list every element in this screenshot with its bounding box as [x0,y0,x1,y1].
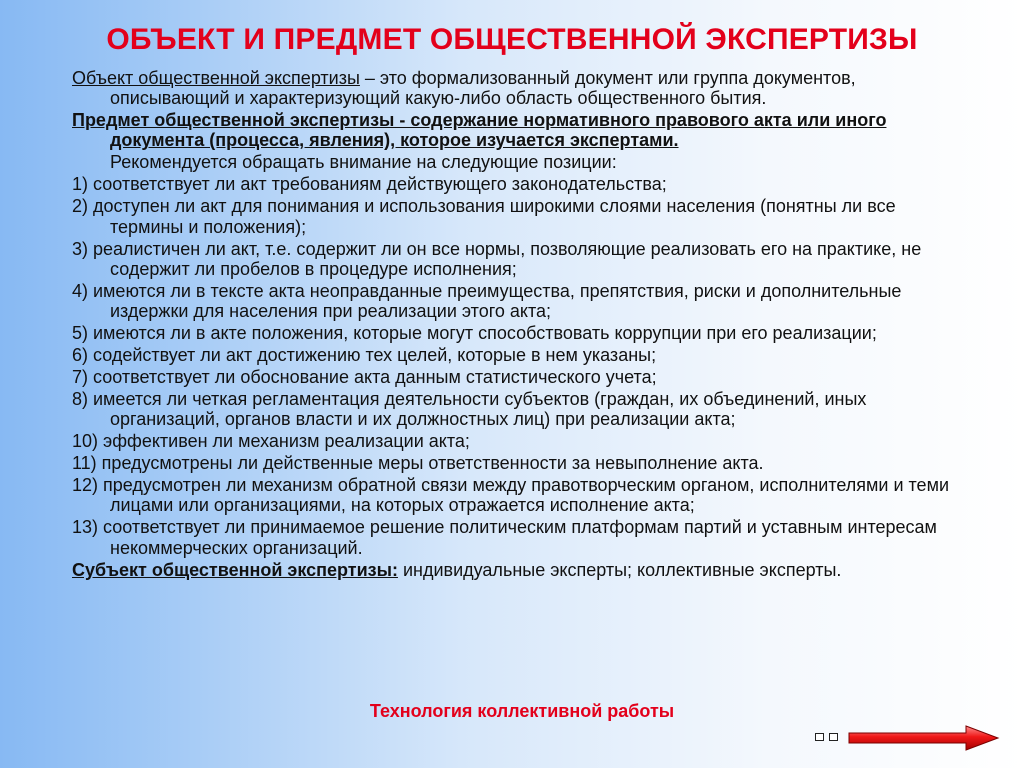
object-definition-text: – это формализованный документ или группа документов, описывающий и характеризующий какую-либо область общественного бытия. [110,68,856,109]
recommendation-intro: Рекомендуется обращать внимание на следующие позиции: [110,152,617,173]
criteria-list [72,174,972,557]
list-item: 1) соответствует ли акт требованиям действующего законодательства; [72,174,667,195]
list-item: 12) предусмотрен ли механизм обратной связи между правотворческим органом, исполнителями и теми лицами или организациями, на которых отражается исполнение акта; [72,475,949,516]
object-definition [72,68,972,108]
slide-body [72,68,972,582]
list-item: 8) имеется ли четкая регламентация деятельности субъектов (граждан, их объединений, иных организаций, органов власти и их должностных лиц) при реализации акта; [72,389,867,430]
slide-nav [815,733,838,741]
subject-matter-definition: Предмет общественной экспертизы - содержание нормативного правового акта или иного документа (процесса, явления), которое изучается экспертами. [72,110,887,151]
list-item: 4) имеются ли в тексте акта неоправданные преимущества, препятствия, риски и дополнительные издержки для населения при реализации этого акта; [72,280,902,322]
list-item: 6) содействует ли акт достижению тех целей, которые в нем указаны; [72,345,657,366]
square-icon[interactable] [829,733,838,741]
subject-value: индивидуальные эксперты; коллективные эксперты. [397,559,842,580]
list-item: 11) предусмотрены ли действенные меры ответственности за невыполнение акта. [72,453,764,474]
list-item: 2) доступен ли акт для понимания и использования широкими слоями населения (понятны ли все термины и положения); [72,196,896,237]
list-item: 10) эффективен ли механизм реализации акта; [72,431,470,452]
list-item: 5) имеются ли в акте положения, которые могут способствовать коррупции при его реализации; [72,323,877,344]
right-arrow-icon[interactable] [848,725,1000,751]
list-item: 7) соответствует ли обоснование акта данным статистического учета; [72,367,657,388]
page-title: ОБЪЕКТ И ПРЕДМЕТ ОБЩЕСТВЕННОЙ ЭКСПЕРТИЗЫ [106,23,918,56]
list-item: 13) соответствует ли принимаемое решение политическим платформам партий и уставным интересам некоммерческих организаций. [72,517,937,558]
list-item: 3) реалистичен ли акт, т.е. содержит ли он все нормы, позволяющие реализовать его на практике, не содержит ли пробелов в процедуре исполнения; [72,238,922,279]
object-term: Объект общественной экспертизы [72,68,360,88]
subject-term: Субъект общественной экспертизы: [72,559,398,580]
collective-work-link[interactable]: Технология коллективной работы [369,701,675,721]
subject-definition [72,560,972,580]
square-icon[interactable] [815,733,824,741]
